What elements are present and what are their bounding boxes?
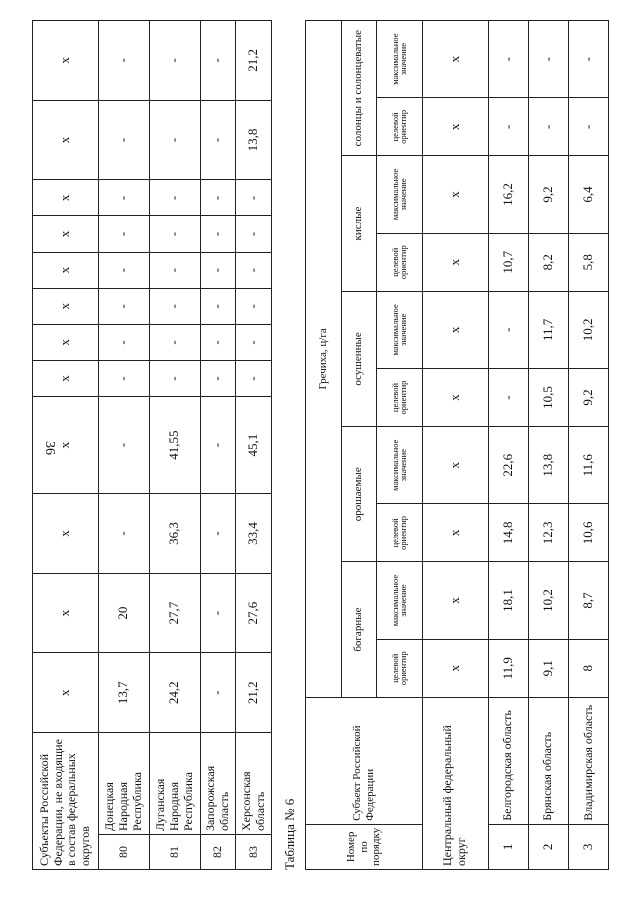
cell: х	[422, 561, 488, 638]
cell: -	[236, 252, 272, 288]
cell: -	[236, 215, 272, 251]
table-row	[568, 20, 608, 869]
row-number: 2	[528, 824, 568, 869]
cell: 12,3	[528, 503, 568, 561]
cell: х	[422, 155, 488, 232]
page-number: 36	[42, 441, 57, 455]
row-name: Владимирская область	[568, 697, 608, 824]
cell: -	[200, 215, 236, 251]
sub-target: целевой ориентир	[377, 233, 423, 291]
header-crop: Гречиха, ц/га	[306, 20, 342, 697]
cell: 6,4	[568, 155, 608, 232]
cell: -	[488, 291, 528, 368]
table-top	[32, 20, 272, 870]
group-acidic: кислые	[341, 155, 377, 290]
sub-target: целевой ориентир	[377, 97, 423, 155]
cell: х	[33, 396, 99, 493]
group-drained: осушенные	[341, 291, 377, 426]
sub-max: максимальное значение	[377, 20, 423, 97]
cell: -	[98, 396, 149, 493]
cell: 33,4	[236, 493, 272, 573]
cell: -	[200, 396, 236, 493]
cell: -	[568, 97, 608, 155]
cell: -	[98, 324, 149, 360]
cell: -	[528, 97, 568, 155]
cell: 8	[568, 639, 608, 697]
row-name: Белгородская область	[488, 697, 528, 824]
cell: 41,55	[149, 396, 200, 493]
cell: 9,2	[568, 368, 608, 426]
cell: -	[200, 652, 236, 732]
cell: 10,5	[528, 368, 568, 426]
cell: 13,8	[236, 100, 272, 180]
cell: х	[422, 503, 488, 561]
cell: -	[200, 179, 236, 215]
cell: -	[149, 215, 200, 251]
cell: -	[98, 215, 149, 251]
cell: 11,6	[568, 426, 608, 503]
cell: 11,9	[488, 639, 528, 697]
cell: 13,7	[98, 652, 149, 732]
group-row	[33, 20, 99, 869]
cell: -	[149, 252, 200, 288]
row-name: Запорожская область	[200, 732, 236, 834]
group-solonetz: солонцы и солонцеватые	[341, 20, 377, 155]
cell: х	[33, 493, 99, 573]
cell: -	[149, 179, 200, 215]
cell: х	[33, 179, 99, 215]
cell: -	[98, 20, 149, 100]
cell: х	[33, 573, 99, 653]
row-number: 80	[98, 834, 149, 869]
cell: 10,6	[568, 503, 608, 561]
cell: -	[200, 100, 236, 180]
cell: -	[98, 288, 149, 324]
cell: 10,7	[488, 233, 528, 291]
cell: -	[98, 179, 149, 215]
group-irrigated: орошаемые	[341, 426, 377, 561]
district-row	[422, 20, 488, 869]
cell: -	[98, 252, 149, 288]
cell: х	[422, 233, 488, 291]
cell: 11,7	[528, 291, 568, 368]
cell: х	[33, 252, 99, 288]
row-number: 1	[488, 824, 528, 869]
row-name: Херсонская область	[236, 732, 272, 834]
table-row	[149, 20, 200, 869]
cell: -	[149, 100, 200, 180]
sub-max: максимальное значение	[377, 426, 423, 503]
sub-target: целевой ориентир	[377, 368, 423, 426]
cell: -	[98, 493, 149, 573]
cell: -	[200, 252, 236, 288]
cell: -	[98, 360, 149, 396]
sub-max: максимальное значение	[377, 155, 423, 232]
table-row	[488, 20, 528, 869]
cell: х	[422, 639, 488, 697]
cell: х	[422, 426, 488, 503]
row-name: Брянская область	[528, 697, 568, 824]
group-rainfed: богарные	[341, 561, 377, 696]
table-main	[305, 20, 609, 870]
cell: 27,7	[149, 573, 200, 653]
cell: х	[422, 368, 488, 426]
cell: х	[33, 215, 99, 251]
cell: -	[98, 100, 149, 180]
cell: 21,2	[236, 20, 272, 100]
cell: 18,1	[488, 561, 528, 638]
cell: -	[488, 20, 528, 97]
table-row	[200, 20, 236, 869]
cell: -	[568, 20, 608, 97]
row-name: Донецкая Народная Республика	[98, 732, 149, 834]
table-row	[528, 20, 568, 869]
cell: -	[200, 360, 236, 396]
header-subject: Субъект Российской Федерации	[306, 697, 423, 824]
cell: х	[33, 652, 99, 732]
cell: -	[149, 20, 200, 100]
cell: 45,1	[236, 396, 272, 493]
sub-max: максимальное значение	[377, 561, 423, 638]
cell: -	[236, 179, 272, 215]
cell: 24,2	[149, 652, 200, 732]
cell: 27,6	[236, 573, 272, 653]
cell: -	[149, 360, 200, 396]
cell: -	[200, 324, 236, 360]
row-number: 82	[200, 834, 236, 869]
cell: 10,2	[528, 561, 568, 638]
rotated-page-content	[20, 20, 620, 880]
cell: х	[422, 291, 488, 368]
cell: -	[236, 288, 272, 324]
cell: -	[488, 97, 528, 155]
cell: -	[236, 360, 272, 396]
row-number: 3	[568, 824, 608, 869]
cell: -	[149, 324, 200, 360]
cell: 21,2	[236, 652, 272, 732]
header-row	[306, 20, 342, 869]
cell: -	[236, 324, 272, 360]
cell: 16,2	[488, 155, 528, 232]
group-header: Субъекты Российской Федерации, не входящие в состав федеральных округов	[33, 732, 99, 869]
cell: -	[488, 368, 528, 426]
cell: 13,8	[528, 426, 568, 503]
cell: х	[33, 288, 99, 324]
cell: -	[149, 288, 200, 324]
table-row	[98, 20, 149, 869]
cell: -	[200, 20, 236, 100]
table-caption: Таблица № 6	[282, 798, 297, 870]
cell: -	[200, 288, 236, 324]
cell: х	[33, 360, 99, 396]
district-name: Центральный федеральный округ	[422, 697, 488, 869]
sub-max: максимальное значение	[377, 291, 423, 368]
cell: х	[33, 100, 99, 180]
row-name: Луганская Народная Республика	[149, 732, 200, 834]
cell: 8,2	[528, 233, 568, 291]
cell: 10,2	[568, 291, 608, 368]
row-number: 81	[149, 834, 200, 869]
cell: 36,3	[149, 493, 200, 573]
cell: х	[33, 324, 99, 360]
cell: -	[200, 493, 236, 573]
cell: 22,6	[488, 426, 528, 503]
cell: 9,2	[528, 155, 568, 232]
cell: -	[528, 20, 568, 97]
sub-target: целевой ориентир	[377, 503, 423, 561]
cell: 5,8	[568, 233, 608, 291]
cell: х	[33, 20, 99, 100]
sub-target: целевой ориентир	[377, 639, 423, 697]
table-row	[236, 20, 272, 869]
header-number: Номер по порядку	[306, 824, 423, 869]
cell: х	[422, 97, 488, 155]
cell: 14,8	[488, 503, 528, 561]
cell: 8,7	[568, 561, 608, 638]
cell: х	[422, 20, 488, 97]
cell: -	[200, 573, 236, 653]
cell: 9,1	[528, 639, 568, 697]
row-number: 83	[236, 834, 272, 869]
cell: 20	[98, 573, 149, 653]
